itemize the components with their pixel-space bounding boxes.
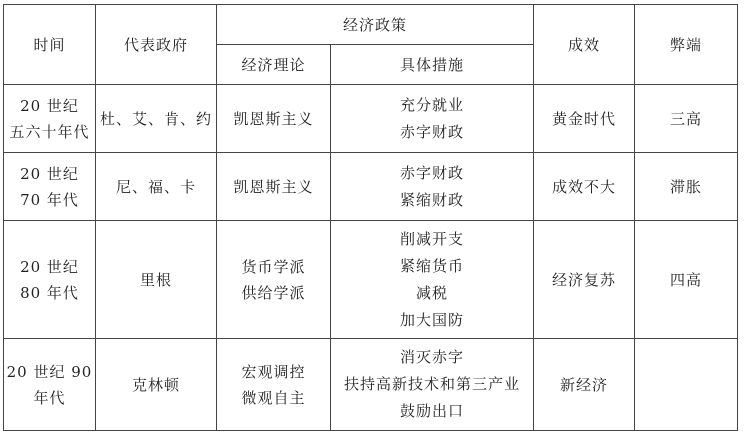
measure-line: 赤字财政: [399, 163, 464, 182]
result-cell: 新经济: [534, 339, 635, 431]
header-result: 成效: [534, 5, 635, 85]
time-line: 20 世纪 90: [6, 362, 93, 381]
header-time: 时间: [4, 5, 96, 85]
theory-cell: [217, 85, 331, 153]
time-cell: [4, 339, 96, 431]
theory-line: 凯恩斯主义: [233, 177, 314, 196]
measure-line: 削减开支: [399, 229, 464, 248]
table-row: [4, 153, 738, 221]
government-cell: 克林顿: [96, 339, 217, 431]
measures-cell: [331, 339, 534, 431]
table-row: [4, 221, 738, 339]
theory-cell: [217, 339, 331, 431]
measure-line: 加大国防: [399, 310, 464, 329]
theory-line: 宏观调控: [241, 362, 306, 381]
measure-line: 充分就业: [399, 95, 464, 114]
measure-line: 紧缩财政: [399, 190, 464, 209]
time-line: 20 世纪: [20, 257, 79, 276]
measure-line: 扶持高新技术和第三产业: [343, 375, 520, 393]
time-line: 70 年代: [20, 190, 79, 209]
time-line: 80 年代: [20, 283, 79, 302]
government-cell: 里根: [96, 221, 217, 339]
result-cell: 经济复苏: [534, 221, 635, 339]
table-row: [4, 339, 738, 431]
header-drawback: 弊端: [635, 5, 738, 85]
header-row: [4, 5, 738, 45]
result-cell: 成效不大: [534, 153, 635, 221]
result-cell: 黄金时代: [534, 85, 635, 153]
measure-line: 鼓励出口: [399, 402, 464, 420]
drawback-cell: 三高: [635, 85, 738, 153]
theory-cell: [217, 153, 331, 221]
time-line: 20 世纪: [20, 96, 79, 115]
time-cell: [4, 85, 96, 153]
drawback-cell: [635, 339, 738, 431]
time-line: 20 世纪: [20, 164, 79, 183]
theory-line: 供给学派: [241, 283, 306, 302]
time-cell: [4, 221, 96, 339]
measure-line: 减税: [415, 283, 448, 302]
theory-cell: [217, 221, 331, 339]
government-cell: 杜、艾、肯、约: [96, 85, 217, 153]
header-economic-policy: 经济政策: [217, 5, 534, 45]
measures-cell: [331, 153, 534, 221]
header-government: 代表政府: [96, 5, 217, 85]
measure-line: 消灭赤字: [399, 348, 464, 366]
time-cell: [4, 153, 96, 221]
measure-line: 赤字财政: [399, 122, 464, 141]
time-line: 年代: [33, 388, 66, 407]
header-economic-theory: 经济理论: [217, 45, 331, 85]
drawback-cell: 滞胀: [635, 153, 738, 221]
time-line: 五六十年代: [9, 122, 90, 141]
drawback-cell: 四高: [635, 221, 738, 339]
measures-cell: [331, 85, 534, 153]
table-row: [4, 85, 738, 153]
header-specific-measures: 具体措施: [331, 45, 534, 85]
government-cell: 尼、福、卡: [96, 153, 217, 221]
measure-line: 紧缩货币: [399, 256, 464, 275]
measures-cell: [331, 221, 534, 339]
theory-line: 微观自主: [241, 388, 306, 407]
theory-line: 凯恩斯主义: [233, 109, 314, 128]
theory-line: 货币学派: [241, 257, 306, 276]
economic-policy-table: [3, 4, 738, 431]
